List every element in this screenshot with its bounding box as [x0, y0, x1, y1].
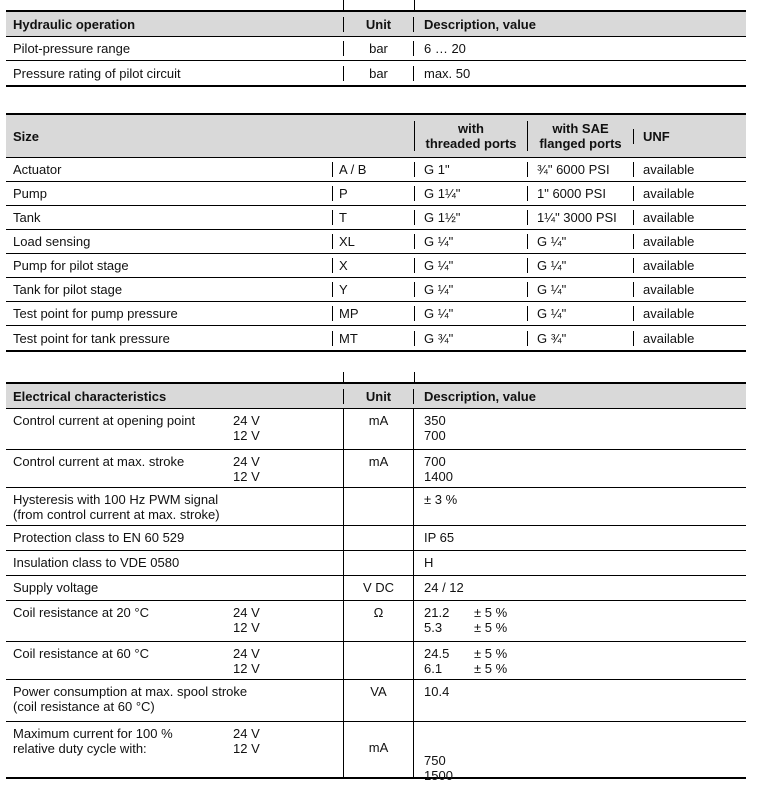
parameter-unit: bar [343, 66, 414, 81]
table-row [6, 206, 746, 230]
table-title: Electrical characteristics [13, 388, 167, 404]
sae-port-size: 1¼" 3000 PSI [527, 210, 633, 225]
table-row [6, 158, 746, 182]
parameter-value: H [424, 555, 434, 570]
unf-availability: available [633, 331, 746, 346]
table-title: Hydraulic operation [13, 16, 136, 32]
parameter-unit: bar [343, 41, 414, 56]
unf-availability: available [633, 162, 746, 177]
parameter-name: Protection class to EN 60 529 [13, 530, 185, 545]
parameter-unit [343, 551, 414, 575]
parameter-name: Hysteresis with 100 Hz PWM signal (from control current at max. stroke) [13, 492, 220, 522]
parameter-value: 750 1500 [424, 753, 453, 783]
port-name: Tank for pilot stage [13, 282, 123, 297]
table-row [6, 302, 746, 326]
parameter-value: 6 … 20 [424, 41, 466, 56]
sae-port-size: G ¼" [527, 234, 633, 249]
table-header-row [6, 12, 746, 37]
table-row [6, 37, 746, 61]
parameter-value: 24.5 ± 5 % 6.1 ± 5 % [424, 646, 508, 676]
sae-port-size: G ¼" [527, 258, 633, 273]
threaded-port-size: G 1½" [414, 210, 527, 225]
parameter-unit: mA [343, 450, 414, 487]
parameter-name: Power consumption at max. spool stroke (coil resistance at 60 °C) [13, 684, 248, 714]
description-column-header: Description, value [424, 16, 536, 32]
table-row [6, 601, 746, 642]
port-symbol: MT [332, 331, 414, 346]
voltage-variants: 24 V 12 V [233, 726, 260, 756]
unf-availability: available [633, 306, 746, 321]
threaded-port-size: G ¼" [414, 282, 527, 297]
table-header-row [6, 384, 746, 409]
electrical-characteristics-table [6, 382, 746, 783]
port-symbol: P [332, 186, 414, 201]
parameter-unit: mA [343, 722, 414, 777]
threaded-port-size: G 1" [414, 162, 527, 177]
threaded-ports-column-header: with threaded ports [414, 121, 527, 151]
column-rule-stub [414, 372, 415, 382]
column-rule-stub [414, 0, 415, 10]
parameter-name: Coil resistance at 20 °C 24 V 12 V [6, 601, 343, 641]
parameter-name: Control current at max. stroke 24 V 12 V [6, 450, 343, 487]
sae-flanged-ports-column-header: with SAE flanged ports [527, 121, 633, 151]
voltage-variants: 24 V 12 V [233, 454, 260, 484]
table-row [6, 61, 746, 85]
parameter-name: Pressure rating of pilot circuit [13, 65, 181, 81]
threaded-port-size: G 1¼" [414, 186, 527, 201]
parameter-name: Supply voltage [13, 580, 99, 595]
parameter-value: 24 / 12 [424, 580, 464, 595]
table-row [6, 326, 746, 350]
table-row [6, 576, 746, 601]
port-symbol: Y [332, 282, 414, 297]
parameter-value: 21.2 ± 5 % 5.3 ± 5 % [424, 605, 508, 635]
unf-availability: available [633, 210, 746, 225]
description-column-header: Description, value [424, 388, 536, 404]
port-name: Load sensing [13, 234, 91, 249]
threaded-port-size: G ¼" [414, 258, 527, 273]
sae-port-size: ¾" 6000 PSI [527, 162, 633, 177]
voltage-variants: 24 V 12 V [233, 413, 260, 443]
table-row [6, 680, 746, 722]
size-table [6, 113, 746, 352]
table-row [6, 722, 746, 783]
table-row [6, 642, 746, 680]
threaded-port-size: G ¼" [414, 306, 527, 321]
port-name: Tank [13, 210, 41, 225]
table-row [6, 182, 746, 206]
unit-column-header: Unit [343, 389, 414, 404]
port-name: Pump [13, 186, 47, 201]
unf-availability: available [633, 258, 746, 273]
unf-availability: available [633, 186, 746, 201]
parameter-value: IP 65 [424, 530, 455, 545]
table-row [6, 230, 746, 254]
sae-port-size: 1" 6000 PSI [527, 186, 633, 201]
parameter-unit [343, 488, 414, 525]
port-name: Pump for pilot stage [13, 258, 129, 273]
column-rule-stub [343, 0, 344, 10]
parameter-value: 700 1400 [424, 454, 453, 484]
port-symbol: XL [332, 234, 414, 249]
table-row [6, 409, 746, 450]
port-name: Test point for tank pressure [13, 330, 170, 346]
sae-port-size: G ¼" [527, 306, 633, 321]
parameter-unit: VA [343, 680, 414, 721]
table-row [6, 254, 746, 278]
parameter-value: 10.4 [424, 684, 450, 699]
parameter-unit [343, 526, 414, 550]
parameter-unit [343, 642, 414, 679]
sae-port-size: G ¼" [527, 282, 633, 297]
hydraulic-operation-table [6, 10, 746, 87]
table-row [6, 278, 746, 302]
voltage-variants: 24 V 12 V [233, 646, 260, 676]
table-title: Size [13, 128, 40, 144]
unit-column-header: Unit [343, 17, 414, 32]
parameter-name: Coil resistance at 60 °C 24 V 12 V [6, 642, 343, 679]
parameter-unit: mA [343, 409, 414, 449]
threaded-port-size: G ¼" [414, 234, 527, 249]
parameter-value: max. 50 [424, 65, 471, 81]
unf-availability: available [633, 282, 746, 297]
voltage-variants: 24 V 12 V [233, 605, 260, 635]
parameter-unit: Ω [343, 601, 414, 641]
parameter-name: Maximum current for 100 % relative duty cycle with: 24 V 12 V [6, 722, 343, 777]
threaded-port-size: G ¾" [414, 331, 527, 346]
parameter-unit: V DC [343, 576, 414, 600]
parameter-value: ± 3 % [424, 492, 458, 507]
port-symbol: X [332, 258, 414, 273]
table-header-row [6, 115, 746, 158]
parameter-value: 350 700 [424, 413, 446, 443]
table-row [6, 551, 746, 576]
parameter-name: Pilot-pressure range [13, 41, 131, 56]
unf-column-header: UNF [633, 129, 746, 144]
port-name: Actuator [13, 162, 62, 177]
port-symbol: T [332, 210, 414, 225]
unf-availability: available [633, 234, 746, 249]
column-rule-stub [343, 372, 344, 382]
table-row [6, 488, 746, 526]
sae-port-size: G ¾" [527, 331, 633, 346]
table-row [6, 450, 746, 488]
parameter-name: Insulation class to VDE 0580 [13, 555, 180, 570]
table-row [6, 526, 746, 551]
port-symbol: A / B [332, 162, 414, 177]
parameter-name: Control current at opening point 24 V 12 V [6, 409, 343, 449]
port-name: Test point for pump pressure [13, 306, 178, 321]
port-symbol: MP [332, 306, 414, 321]
